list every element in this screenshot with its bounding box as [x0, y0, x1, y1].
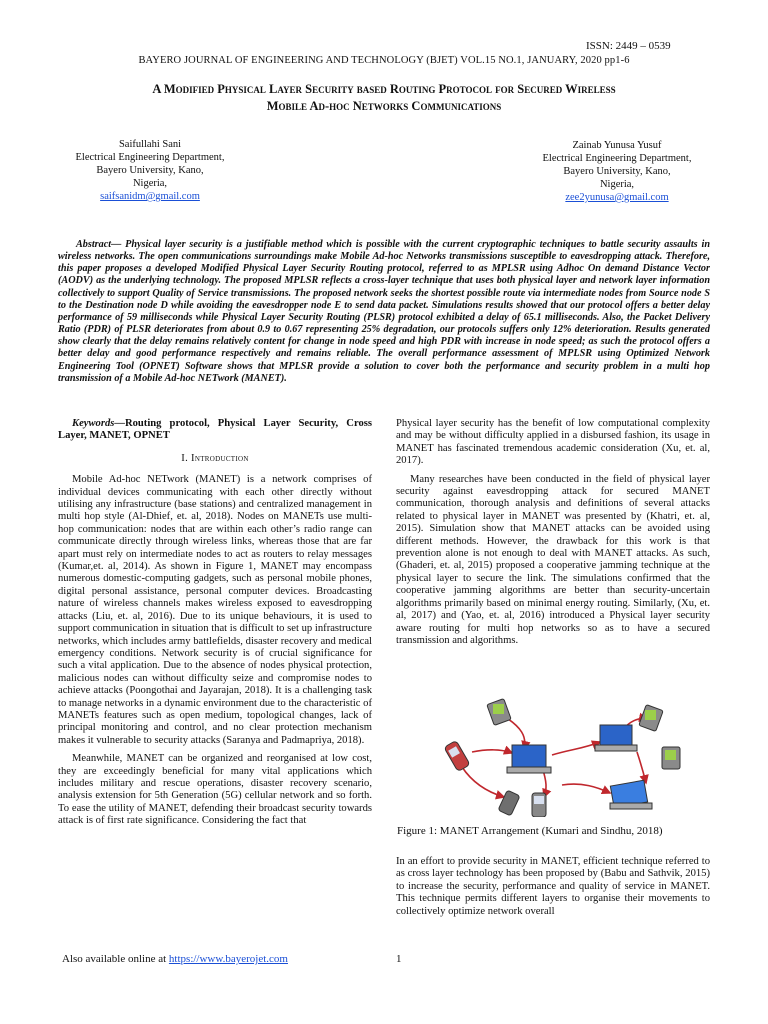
keywords-text: Routing protocol, Physical Layer Security, Cross Layer, MANET, OPNET: [58, 418, 372, 442]
author-email-link[interactable]: saifsanidm@gmail.com: [100, 191, 200, 202]
phone-icon: [498, 790, 520, 816]
pda-icon: [662, 747, 680, 769]
manet-figure: [432, 697, 692, 817]
journal-header: BAYERO JOURNAL OF ENGINEERING AND TECHNOLOGY (BJET) VOL.15 NO.1, JANUARY, 2020 pp1-6: [138, 55, 630, 66]
keywords: [58, 418, 372, 443]
issn: ISSN: 2449 – 0539: [586, 40, 671, 52]
phone-icon: [444, 740, 470, 771]
laptop-icon: [610, 780, 652, 809]
paragraph: Many researches have been conducted in the field of physical layer security against eavesdropping attack for secured MANET communication, thorough analysis and definitions of several attacks related to physical layer in MANET was presented by (Khatri, et. al, 2015). Simulation show that MANET attacks can be avoided using different methods. However, the drawback for this work is that prevention alone is not enough to deal with MANET attacks. As such, (Ghaderi, et. al, 2015) proposed a cooperative jamming technique at the physical layer to secure the link. The simulations confirmed that the cooperative jamming algorithms are better than security-uncertain algorithms primarily based on minimal energy routing. Similarly, (Xu, et. al, 2017) and (Yao, et. al, 2016) introduced a Physical layer security aware routing for multi hop networks so as to have a secured transmission and algorithms.: [396, 473, 710, 646]
author-dept: Electrical Engineering Department,: [542, 153, 692, 164]
paragraph: Physical layer security has the benefit of low computational complexity and may be without difficulty applied in a disbursed fashion, its usage in MANET has fascinated tremendous academic consideration (Xu, et. al, 2017).: [396, 418, 710, 467]
laptop-icon: [595, 725, 637, 751]
title-line-2: Mobile Ad-hoc Networks Communications: [266, 99, 502, 113]
left-column: [58, 418, 372, 834]
keywords-label: Keywords—: [72, 418, 125, 429]
author-country: Nigeria,: [132, 178, 168, 189]
author-dept: Electrical Engineering Department,: [75, 152, 225, 163]
abstract: Abstract— Physical layer security is a justifiable method which is possible with the current cryptographic techniques to battle security assaults in wireless networks. The open communications surroundings make Mobile Ad-hoc Networks transmissions susceptible to eavesdropping attack. Therefore, this paper proposes a developed Modified Physical Layer Security Routing protocol, referred to as MPLSR using Adhoc On demand Distance Vector (AODV) as the underlying technology. The proposed MPLSR reflects a cross-layer technique that uses both physical layer and network layer information collectively to support Quality of Service transmissions. The proposed network seeks the shortest possible route via intermediate nodes from Source node S to the Destination node D while avoiding the eavesdropper node E to send data packet. Simulations results showed that our protocol offers a better delay performance of 59 milliseconds while Physical Layer Security Routing (PLSR) protocol exhibited a delay of 65.1 milliseconds. Also, the Packet Delivery Ratio (PDR) of PLSR deteriorates from about 0.9 to 0.67 representing 25% degradation, our protocols suffers only 12% deterioration. Results generated show clearly that the delay remains relatively content for change in node speed and high PDR with increase in node speed; as such the protocol offers a better delay and good performance respectively and remains reliable. The overall performance assessment of MPLSR using Optimized Network Engineering Tool (OPNET) Software shows that MPLSR provide a solution to cover both the performance and security problem in a multi hop transmission of a Mobile Ad-hoc NETwork (MANET).: [58, 239, 710, 384]
page-number: 1: [396, 953, 402, 965]
right-column-continued: [396, 856, 710, 924]
laptop-icon: [507, 745, 551, 773]
author-country: Nigeria,: [599, 179, 635, 190]
footer: [62, 953, 288, 965]
author-email-link[interactable]: zee2yunusa@gmail.com: [565, 192, 669, 203]
author-name: Zainab Yunusa Yusuf: [572, 140, 662, 151]
paragraph: Mobile Ad-hoc NETwork (MANET) is a network comprises of individual devices communicating with each other directly without utilising any infrastructure (base stations) and centralized management in multi hop style (Al-Dhief, et. al, 2018). Nodes on MANETs use multi-hop communication: nodes that are within each other’s radio range can communicate directly through wireless links, whereas those that are far apart must rely on intermediate nodes to act as routers to relay messages (Kumar,et. al, 2014). As shown in Figure 1, MANET may encompass numerous domestic-computing gadgets, such as personal mobile phones, digital personal assistance, personal computer devices. Broadcasting nature of wireless channels makes wireless exposed to eavesdropping attacks (Liu, et. al, 2016). Due to its unique behaviours, it is used to support communication in situation that is difficult to set up infrastructure networks, which includes army battlefields, disaster recovery and medical emergency conditions. Network security is of crucial significance for such a vital application. Due to the absence of nodes physical protection, malicious nodes can without difficulty seize and compromise nodes to achieve attacks (Poongothai and Jayarajan, 2018). It is a challenging task to manage networks in a dynamic environment due to the characteristic of MANETs features such as open medium, topological changes, lack of principal monitoring and control, and no clear protection mechanism makes it vulnerable to security attacks (Saranya and Padmapriya, 2018).: [58, 474, 372, 746]
author-univ: Bayero University, Kano,: [563, 166, 671, 177]
pda-icon: [639, 705, 663, 732]
footer-text: Also available online at: [62, 953, 169, 965]
section-heading: I. Introduction: [181, 452, 249, 464]
right-column: [396, 418, 710, 653]
figure-caption: Figure 1: MANET Arrangement (Kumari and Sindhu, 2018): [397, 825, 663, 837]
pda-icon: [487, 699, 511, 726]
website-link[interactable]: https://www.bayerojet.com: [168, 953, 288, 965]
author-univ: Bayero University, Kano,: [96, 165, 204, 176]
author-2: [517, 139, 717, 204]
paragraph: In an effort to provide security in MANET, efficient technique referred to as cross layer technology has been proposed by (Babu and Sathvik, 2015) to increase the security, performance and quality of service in MANET. This technique permits different layers to organise their movements to collectively optimize network overall: [396, 856, 710, 917]
author-name: Saifullahi Sani: [118, 139, 182, 150]
paper-title: [40, 81, 728, 115]
title-line-1: A Modified Physical Layer Security based Routing Protocol for Secured Wireless: [152, 82, 616, 96]
phone-icon: [532, 793, 546, 817]
paragraph: Meanwhile, MANET can be organized and reorganised at low cost, they are exceedingly beneficial for many vital applications which includes military and rescue operations, disaster recovery scenario, analysis extension for 5th Generation (5G) cellular network and so forth. To ease the utility of MANET, defending their broadcast security towards attack is of first rate significance. Considering the fact that: [58, 753, 372, 827]
author-1: [50, 138, 250, 203]
